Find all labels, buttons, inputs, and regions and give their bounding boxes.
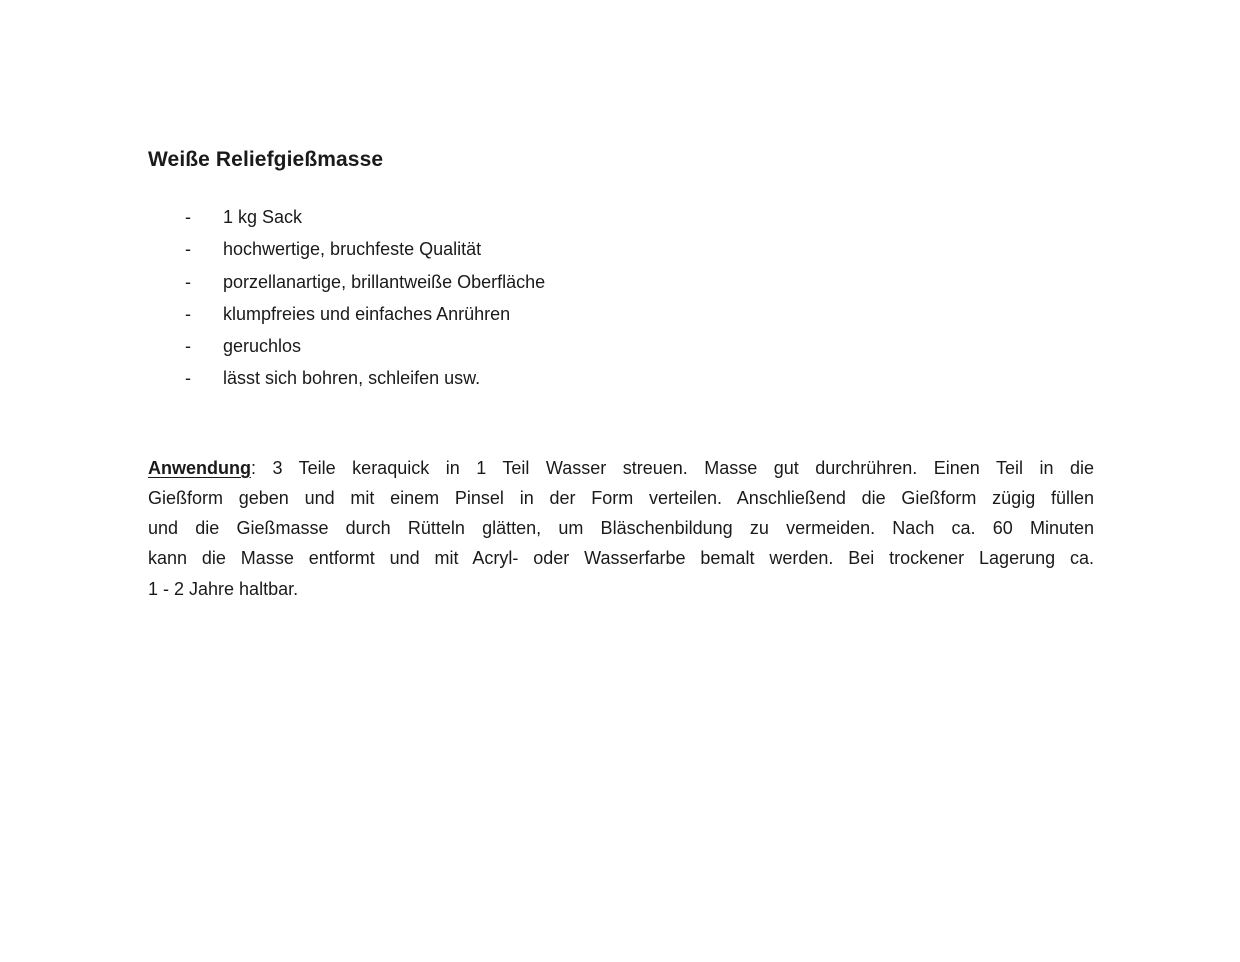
bullet-dash: - — [185, 336, 191, 357]
list-item — [148, 298, 1094, 330]
bullet-dash: - — [185, 271, 191, 292]
list-item-text: klumpfreies und einfaches Anrühren — [223, 303, 511, 324]
bullet-dash: - — [185, 239, 191, 260]
list-item — [148, 201, 1094, 233]
paragraph-line: 1 - 2 Jahre haltbar. — [148, 578, 299, 599]
paragraph-line: kann die Masse entformt und mit Acryl- oder Wasserfarbe bemalt werden. Bei trockener Lagerung ca. — [148, 548, 1094, 569]
page-title: Weiße Reliefgießmasse — [148, 148, 384, 171]
list-item — [148, 330, 1094, 362]
bullet-dash: - — [185, 303, 191, 324]
paragraph-text: 3 Teile keraquick in 1 Teil Wasser streuen. Masse gut durchrühren. Einen Teil in die — [272, 457, 1094, 478]
list-item — [148, 233, 1094, 265]
bullet-dash: - — [185, 207, 191, 227]
bullet-dash: - — [185, 368, 191, 389]
usage-paragraph — [148, 453, 1094, 604]
list-item-text: hochwertige, bruchfeste Qualität — [223, 239, 482, 260]
list-item-text: geruchlos — [223, 336, 302, 357]
list-item-text: porzellanartige, brillantweiße Oberfläche — [223, 271, 546, 292]
usage-label: Anwendung — [148, 457, 251, 478]
feature-list — [148, 201, 1094, 395]
list-item — [148, 362, 1094, 394]
paragraph-line: Gießform geben und mit einem Pinsel in der Form verteilen. Anschließend die Gießform zügig füllen — [148, 487, 1094, 508]
list-item-text: lässt sich bohren, schleifen usw. — [223, 368, 481, 389]
list-item-text: 1 kg Sack — [223, 207, 303, 227]
paragraph-line — [148, 453, 1094, 483]
paragraph-line: und die Gießmasse durch Rütteln glätten, um Bläschenbildung zu vermeiden. Nach ca. 60 Minuten — [148, 518, 1094, 539]
usage-colon: : — [250, 457, 256, 478]
list-item — [148, 266, 1094, 298]
